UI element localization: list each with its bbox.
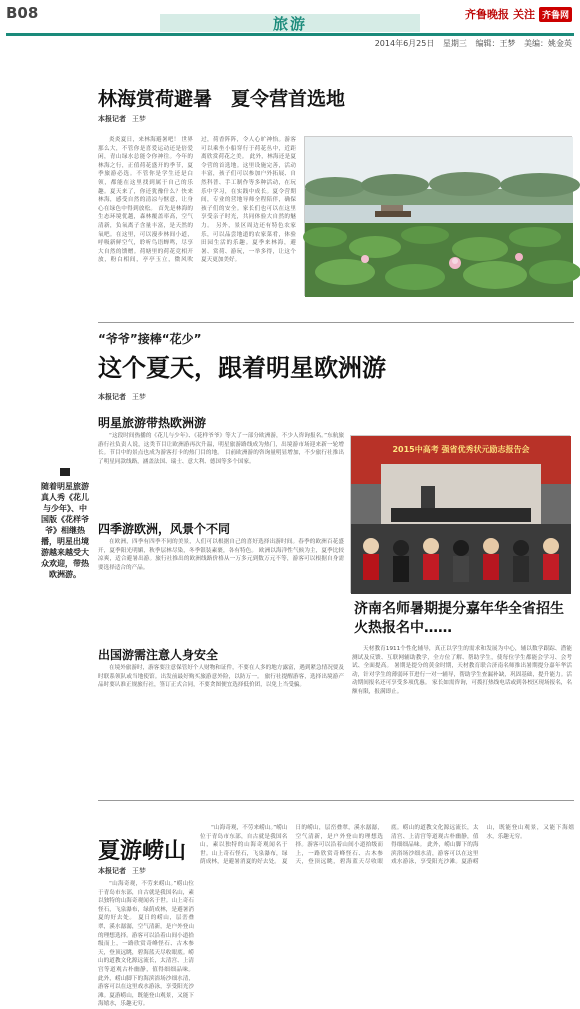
article1-byline [98, 114, 146, 124]
byline-label: 本报记者 [98, 393, 126, 401]
byline-name: 王梦 [132, 115, 146, 123]
seminar-banner: 2015中高考 强省优秀状元励志报告会 [392, 445, 530, 454]
article1-body: 炎炎夏日，来林海避暑吧！ 世界那么大，不管你是喜爱运动还是倍爱闲，青山绿水总能令你神往。今年的林海之行，正值荷花盛开的季节，夏季旅游必选。不管你是学生还是白领，都能在这里找到属于自己的乐趣。夏天来了，你还犹豫什么？快来林海，感受自然的清凉与惬意，让身心在绿色中得到放松。 首先是林海的生态环境优越，森林覆盖率高，空气清新，负氧离子含量丰富，是天然的氧吧。在这里，可以漫步林间小道，呼吸新鲜空气，聆听鸟语蝉鸣，尽享大自然的馈赠。荷塘里的荷花竞相开放，粉白相间，亭亭玉立，微风吹过，荷香阵阵，令人心旷神怡。游客可以乘坐小船穿行于荷花丛中，近距离欣赏荷花之美。 此外，林海还是夏令营的首选地。这里设施完善，活动丰富，孩子们可以参加户外拓展、自然科普、手工制作等多种活动，在玩乐中学习，在实践中成长。夏令营期间，专业的营地导师全程陪伴，确保孩子们的安全。家长们也可以在这里享受亲子时光，共同体验大自然的魅力。 另外，景区周边还有特色农家乐，可以品尝地道的农家菜肴，体验田园生活的乐趣。夏季来林海，避暑、赏荷、游玩，一举多得，让这个夏天更加美好。 [98, 137, 296, 264]
article2-byline [98, 392, 146, 402]
article2-sub2: 四季游欧洲，风景个不同 [98, 522, 231, 536]
seminar-photo [350, 435, 570, 593]
article2-body2: 在欧洲，四季有四季不同的美景，人们可以根据自己的喜好选择出游时间。春季的欧洲百花盛开，夏季阳光明媚，秋季层林尽染，冬季银装素裹，各有特色。 欧洲以海洋性气候为主，夏季比较凉爽，适合避暑出游。旅行社推出的欧洲线路价格从一万多元到数万元不等，游客可以根据自身需要选择适合的产品。 [98, 539, 344, 571]
section-divider-2 [98, 800, 574, 801]
seminar-image [351, 436, 571, 594]
designer: 美编：姚金英 [524, 39, 572, 48]
article2-kicker: “爷爷”接棒“花少” [98, 332, 202, 346]
lotus-pond-image [305, 137, 573, 297]
header-rule [6, 33, 574, 36]
article4-body-cols: “山海奇观，不劳来崂山。”崂山位于青岛市东部，自古就是我国名山，素以独特的山海奇观闻名于世。山上奇石怪石，飞泉瀑布，绿荫成林，是避暑消夏的好去处。 夏日的崂山，层峦叠翠，溪水潺潺，空气清新，是户外登山的理想选择。游客可以沿着山间小道拾级而上，一路欣赏奇峰怪石、古木参天，登顶远眺，碧海蓝天尽收眼底。崂山的道教文化源远流长，太清宫、上清宫等道观古朴幽静，值得细细品味。 此外，崂山脚下的海滨浴场沙细水清，游客可以在这里戏水游泳，享受阳光沙滩。夏游崂山，既能登山观景，又能下海嬉水，乐趣无穷。 [200, 825, 574, 866]
brand-logo [465, 6, 572, 22]
article3-title: 济南名师暑期提分嘉年华全省招生火热报名中…… [354, 601, 564, 636]
article2-body3: 在境外旅游时，游客要注意保管好个人财物和证件，不要在人多的地方露富，遇到紧急情况要及时联系领队或当地使馆。出发前最好购买旅游意外险，以防万一。 旅行社提醒游客，选择出境游产品时要认准正规旅行社，签订正式合同，不要贪图便宜选择低价团，以免上当受骗。 [98, 665, 344, 689]
article4-body-col1: “山海奇观，不劳来崂山。”崂山位于青岛市东部，自古就是我国名山，素以独特的山海奇观闻名于世。山上奇石怪石，飞泉瀑布，绿荫成林，是避暑消夏的好去处。 夏日的崂山，层峦叠翠，溪水潺潺，空气清新，是户外登山的理想选择。游客可以沿着山间小道拾级而上，一路欣赏奇峰怪石、古木参天，登顶远眺，碧海蓝天尽收眼底。崂山的道教文化源远流长，太清宫、上清宫等道观古朴幽静，值得细细品味。 此外，崂山脚下的海滨浴场沙细水清，游客可以在这里戏水游泳，享受阳光沙滩。夏游崂山，既能登山观景，又能下海嬉水，乐趣无穷。 [98, 881, 194, 1008]
editor: 编辑：王梦 [475, 39, 516, 48]
sidebar-caption [40, 468, 90, 580]
caption-mark-icon [60, 468, 70, 476]
brand-sub: 关注 [512, 8, 535, 21]
article1-title: 林海赏荷避暑 夏令营首选地 [98, 88, 346, 110]
byline-name: 王梦 [132, 393, 146, 401]
brand-tag: 齐鲁网 [539, 7, 572, 22]
article4-byline [98, 866, 146, 876]
section-divider [98, 322, 574, 323]
section-title: 旅游 [272, 14, 307, 33]
sidebar-caption-text: 随着明星旅游真人秀《花儿与少年》、中国版《花样爷爷》相继热播，明星出境游越来越受大众欢迎，带热欧洲游。 [41, 482, 89, 579]
byline-label: 本报记者 [98, 115, 126, 123]
section-band [160, 14, 420, 32]
article3-body: 天材教育1911个性化辅导，真正以学生的需求和发展为中心，辅以数学跟踪、潜能测试及反馈、互联网辅助教学，全方位了解、帮助学生，使每位学生都能会学习、会考试、全面提高。 暑期是提分的黄金时期，天材教育联合济南名师推出暑期提分嘉年华活动，针对学生的薄弱环节进行一对一辅导，帮助学生查漏补缺，巩固基础，提升能力。活动期间报名还可享受多项优惠。 家长如需咨询，可拨打热线电话或到各校区现场报名，名额有限，报满即止。 [352, 646, 572, 695]
brand-name: 齐鲁晚报 [464, 8, 509, 21]
article2-sub1: 明星旅游带热欧洲游 [98, 416, 207, 430]
byline-label: 本报记者 [98, 867, 126, 875]
article2-sub3: 出国游需注意人身安全 [98, 648, 219, 662]
issue-weekday: 星期三 [442, 39, 467, 48]
article2-title: 这个夏天，跟着明星欧洲游 [98, 354, 386, 382]
page-number: B08 [6, 4, 39, 22]
header-meta [369, 38, 572, 49]
article4-title: 夏游崂山 [98, 839, 187, 864]
byline-name: 王梦 [132, 867, 146, 875]
issue-date: 2014年6月25日 [374, 39, 435, 48]
lotus-pond-photo [304, 136, 572, 296]
article2-body1: “这段时间热播的《花儿与少年》、《花样爷爷》等大了一部分欧洲游，不少人咨询报名。”东航旅游行社负责人说，这类节目让欧洲游再次升温，明星旅游路线成为热门，出境游市场迎来新一轮增长。节目中的景点也成为游客打卡的热门目的地。 目前欧洲游的咨询量明显增加，不少旅行社推出了明星同款线路，涵盖法国、瑞士、意大利、德国等多个国家。 [98, 433, 344, 465]
